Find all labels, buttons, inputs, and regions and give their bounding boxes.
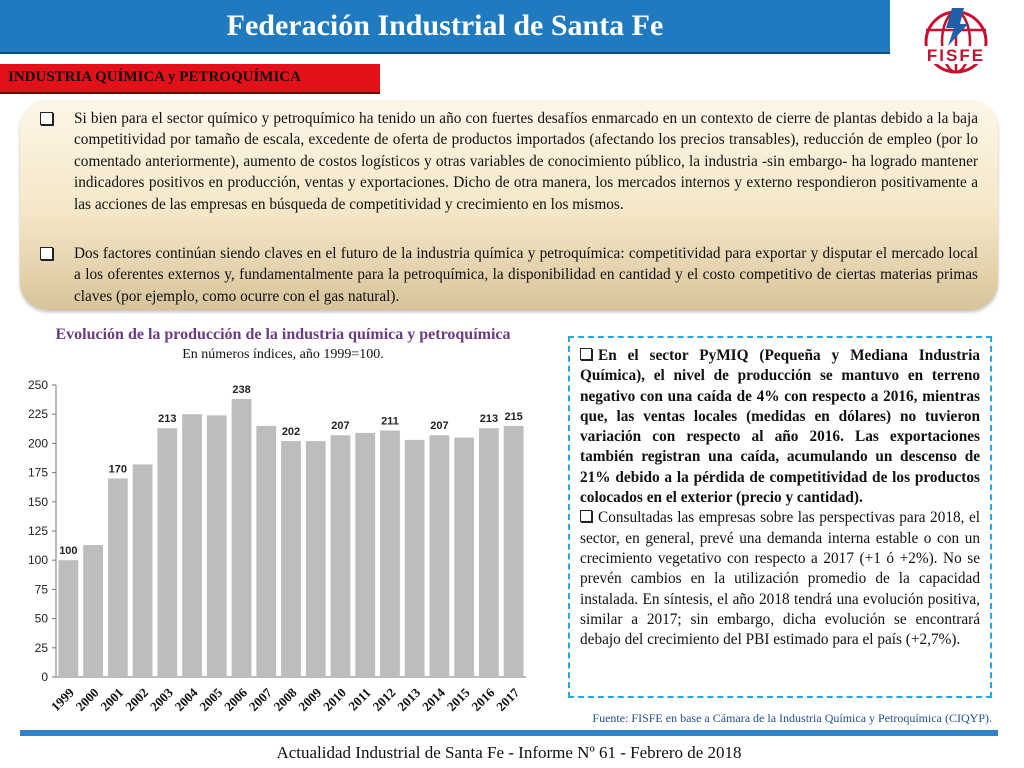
- intro-box: [20, 100, 998, 310]
- data-label: 213: [158, 413, 177, 426]
- checkbox-bullet-icon: [40, 247, 53, 260]
- x-tick-label: 2006: [221, 684, 251, 714]
- bar: [331, 435, 351, 677]
- pymiq-bullet-2: [580, 508, 980, 650]
- x-tick-label: 2015: [443, 684, 473, 714]
- bar: [454, 438, 474, 677]
- checkbox-bullet-icon: [580, 348, 592, 360]
- y-tick-label: 25: [34, 640, 48, 655]
- x-tick-label: 2005: [196, 684, 226, 714]
- chart-title: Evolución de la producción de la industria química y petroquímica: [55, 326, 511, 343]
- x-tick-label: 2008: [270, 684, 300, 714]
- data-label: 238: [232, 384, 251, 397]
- bar: [182, 414, 202, 677]
- bar: [504, 426, 524, 677]
- bar: [479, 428, 499, 677]
- bar: [83, 545, 103, 677]
- bar: [157, 428, 177, 677]
- data-label: 202: [281, 426, 301, 439]
- fisfe-logo: [908, 6, 1004, 86]
- x-tick-label: 2003: [146, 684, 176, 714]
- y-tick-label: 225: [27, 407, 48, 422]
- x-tick-label: 2007: [245, 684, 275, 714]
- bar: [281, 441, 301, 677]
- bar: [256, 426, 276, 677]
- x-tick-label: 2004: [171, 684, 201, 714]
- y-tick-label: 50: [34, 611, 48, 626]
- pymiq-bullet-1: [580, 346, 980, 508]
- data-label: 213: [479, 413, 499, 426]
- bar: [405, 440, 425, 677]
- footer-divider: [20, 730, 998, 736]
- x-tick-label: 2012: [369, 684, 399, 714]
- x-tick-label: 2013: [394, 684, 424, 714]
- bar: [58, 560, 78, 677]
- bar: [430, 435, 450, 677]
- bar: [380, 431, 400, 677]
- x-tick-label: 2014: [418, 684, 448, 714]
- y-tick-label: 200: [27, 436, 48, 451]
- bar: [133, 464, 153, 677]
- y-tick-label: 150: [27, 494, 48, 509]
- intro-bullet-text: Si bien para el sector químico y petroquímico ha tenido un año con fuertes desafíos enmarcado en un contexto de cierre de plantas debido a la baja competitividad por tamaño de escala, excedente de oferta de productos importados (afectando los precios transables), reducción de empleo (por lo comentado anteriormente), aumento de costos logísticos y otras variables de conocimiento público, la industria -sin embargo- ha logrado mantener indicadores positivos en producción, ventas y exportaciones. Dicho de otra manera, los mercados internos y externo respondieron positivamente a las acciones de las empresas en búsqueda de competitividad y crecimiento en los mismos.: [74, 110, 978, 213]
- y-tick-label: 75: [34, 582, 48, 597]
- data-label: 207: [331, 420, 350, 433]
- logo-text: FISFE: [926, 46, 986, 65]
- data-label: 215: [504, 410, 523, 423]
- pymiq-panel: [568, 336, 992, 698]
- bar: [306, 441, 326, 677]
- pymiq-text: [580, 346, 980, 650]
- x-tick-label: 2011: [345, 684, 374, 714]
- production-bar-chart: [14, 370, 534, 715]
- x-tick-label: 2009: [295, 684, 325, 714]
- y-tick-label: 125: [27, 524, 48, 538]
- data-label: 211: [381, 415, 399, 428]
- footer-text: Actualidad Industrial de Santa Fe - Informe Nº 61 - Febrero de 2018: [276, 743, 742, 762]
- chart-subtitle: En números índices, año 1999=100.: [182, 347, 384, 362]
- y-tick-label: 0: [41, 670, 48, 684]
- section-label: [0, 64, 380, 94]
- x-tick-label: 2000: [72, 684, 102, 714]
- y-tick-label: 175: [27, 465, 48, 480]
- intro-bullet-text: Dos factores continúan siendo claves en el futuro de la industria química y petroquímica: competitividad para exportar y disputar el mercado local a los oferentes externos y, fundamentalmente para la petroquímica, la disponibilidad en cantidad y el costo competitivo de ciertas materias primas claves (por ejemplo, como ocurre con el gas natural).: [74, 245, 978, 305]
- data-label: 100: [59, 545, 78, 558]
- x-tick-label: 1999: [47, 684, 77, 714]
- x-tick-label: 2016: [468, 684, 498, 714]
- x-tick-label: 2001: [97, 684, 127, 714]
- bar: [108, 478, 128, 677]
- data-label: 170: [108, 463, 128, 476]
- x-tick-label: 2002: [122, 684, 152, 714]
- bar: [355, 433, 375, 677]
- page-title: Federación Industrial de Santa Fe: [226, 9, 664, 42]
- bar: [207, 415, 227, 677]
- checkbox-bullet-icon: [580, 510, 592, 522]
- checkbox-bullet-icon: [40, 112, 53, 125]
- pymiq-bullet-1-text: En el sector PyMIQ (Pequeña y Mediana Industria Química), el nivel de producción se mantuvo en terreno negativo con una caída de 4% con respecto a 2016, mientras que, las ventas locales (medidas en dólares) no tuvieron variación con respecto al año 2016. Las exportaciones también registran una caída, acumulando un descenso de 21% debido a la pérdida de competitividad de los productos colocados en el exterior (precio y cantidad).: [580, 347, 980, 507]
- intro-bullet-1: [40, 108, 978, 215]
- section-label-text: INDUSTRIA QUÍMICA y PETROQUÍMICA: [8, 69, 301, 85]
- source-note: Fuente: FISFE en base a Cámara de la Industria Química y Petroquímica (CIQYP).: [592, 711, 992, 725]
- y-tick-label: 100: [27, 553, 48, 568]
- bar: [232, 399, 252, 677]
- intro-bullet-2: [40, 243, 978, 307]
- data-label: 207: [430, 420, 449, 433]
- x-tick-label: 2017: [493, 684, 523, 714]
- y-tick-label: 250: [27, 378, 48, 392]
- pymiq-bullet-2-text: Consultadas las empresas sobre las perspectivas para 2018, el sector, en general, prevé una demanda interna estable o con un crecimiento vegetativo con respecto a 2017 (+1 ó +2%). No se prevén cambios en la utilización promedio de la capacidad instalada. En síntesis, el año 2018 tendrá una evolución positiva, similar a 2017; sin embargo, dicha evolución se encontrará debajo del crecimiento del PBI estimado para el país (+2,7%).: [580, 509, 980, 649]
- x-tick-label: 2010: [320, 684, 350, 714]
